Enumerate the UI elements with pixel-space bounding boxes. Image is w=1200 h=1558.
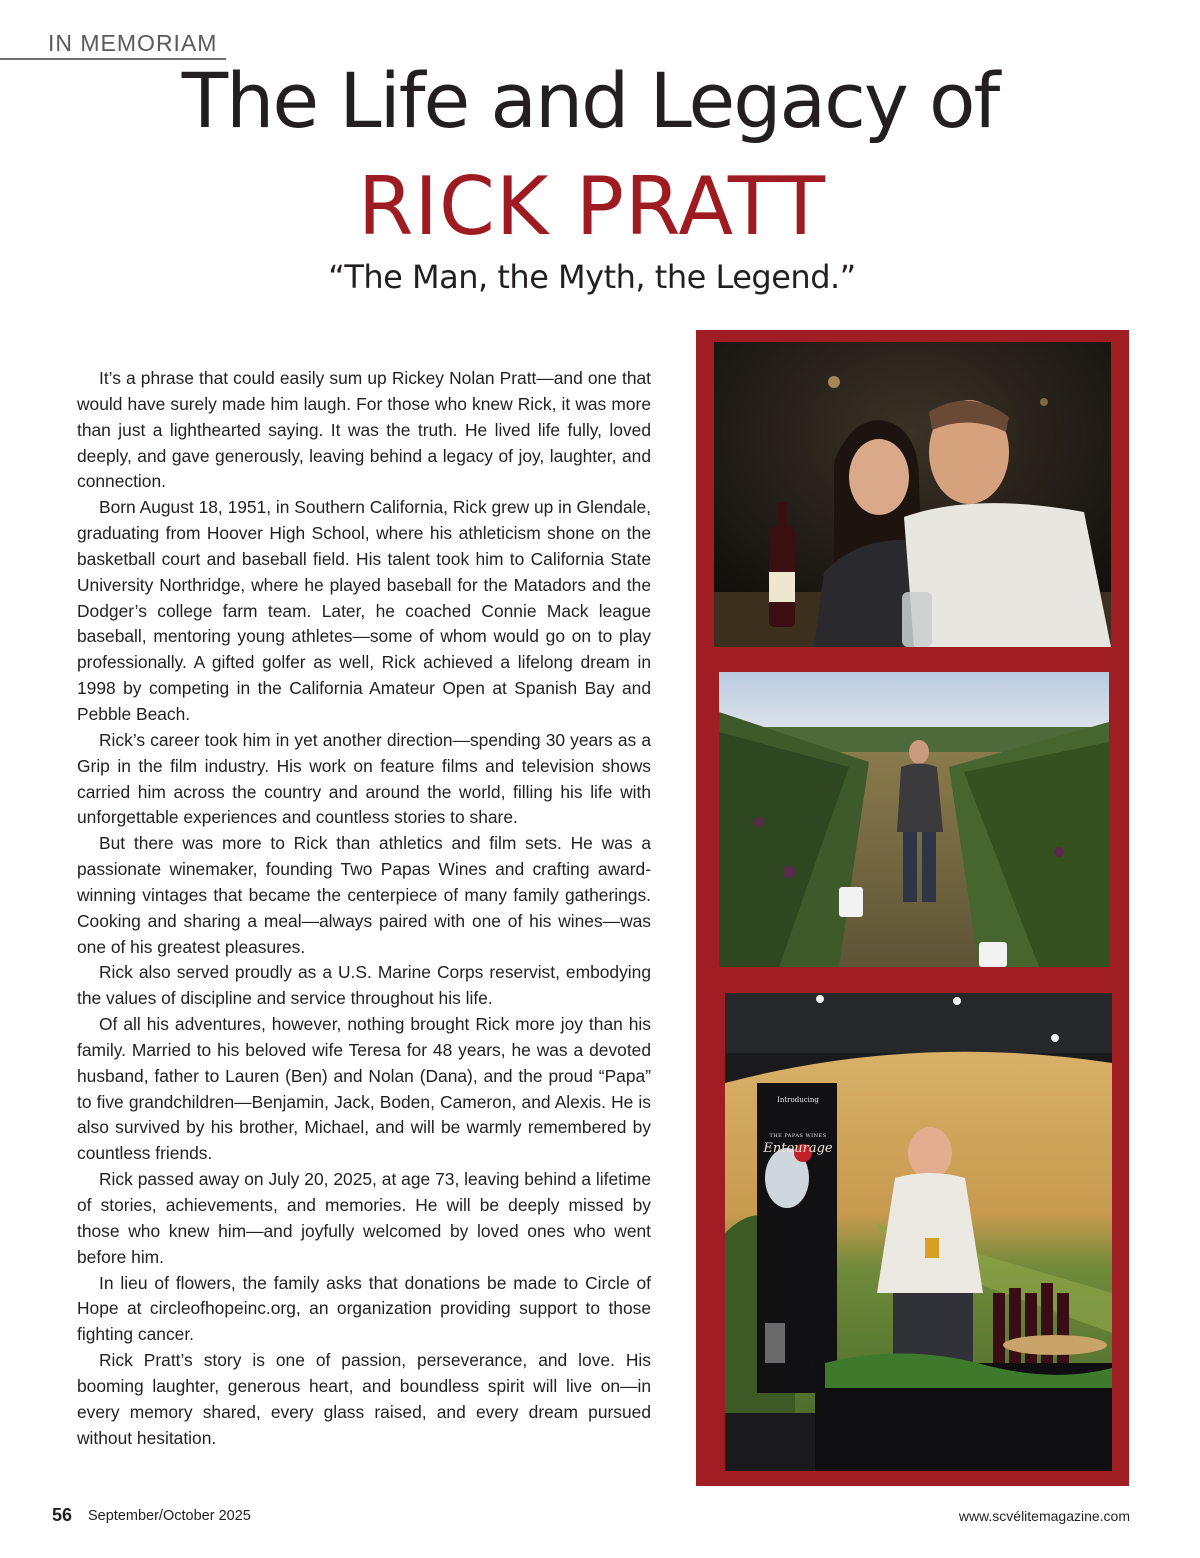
page-title: The Life and Legacy of	[181, 56, 999, 145]
photo-wine-booth	[725, 993, 1112, 1471]
page-number: 56	[52, 1505, 73, 1525]
photo-vineyard-image	[719, 672, 1109, 967]
page-subtitle: “The Man, the Myth, the Legend.”	[328, 258, 856, 296]
article-paragraph: In lieu of flowers, the family asks that donations be made to Circle of Hope at circleofhopeinc.org, an organization providing support to those fighting cancer.	[77, 1272, 651, 1345]
magazine-url: www.scvélitemagazine.com	[958, 1508, 1130, 1524]
article-paragraph: Rick also served proudly as a U.S. Marine Corps reservist, embodying the values of discipline and service throughout his life.	[77, 962, 651, 1009]
photo-couple-dinner	[714, 342, 1111, 647]
article-paragraph: Born August 18, 1951, in Southern California, Rick grew up in Glendale, graduating from Hoover High School, where his athleticism shone on the basketball court and baseball field. His talent took him to California State University Northridge, where he played baseball for the Matadors and the Dodger’s college farm team. Later, he coached Connie Mack league baseball, mentoring young athletes—some of whom would go on to play professionally. A gifted golfer as well, Rick achieved a lifelong dream in 1998 by competing in the California Amateur Open at Spanish Bay and Pebble Beach.	[77, 497, 651, 724]
article-paragraph: Rick Pratt’s story is one of passion, perseverance, and love. His booming laughter, generous heart, and boundless spirit will live on—in every memory shared, every glass raised, and every dream pursued without hesitation.	[77, 1350, 651, 1448]
article-paragraph: But there was more to Rick than athletics and film sets. He was a passionate winemaker, founding Two Papas Wines and crafting award-winning vintages that became the centerpiece of many family gatherings. Cooking and sharing a meal—always paired with one of his wines—was one of his greatest pleasures.	[77, 833, 651, 957]
photo-wine-booth-image	[725, 993, 1112, 1471]
issue-date: September/October 2025	[88, 1508, 251, 1524]
article-paragraph: Rick’s career took him in yet another direction—spending 30 years as a Grip in the film industry. His work on feature films and television shows carried him across the country and around the world, filling his life with unforgettable experiences and countless stories to share.	[77, 729, 651, 828]
booth-banner-brand: Entourage	[763, 1141, 833, 1156]
photo-frame	[696, 330, 1129, 1486]
photo-vineyard	[719, 672, 1109, 967]
article-paragraph: It’s a phrase that could easily sum up Rickey Nolan Pratt—and one that would have surely made him laugh. For those who knew Rick, it was more than just a lighthearted saying. It was the truth. He lived life fully, loved deeply, and gave generously, leaving behind a legacy of joy, laughter, and connection.	[77, 368, 651, 492]
booth-banner-brand-small: THE PAPAS WINES	[769, 1133, 827, 1139]
photo-couple-dinner-image	[714, 342, 1111, 647]
article-paragraph: Rick passed away on July 20, 2025, at age 73, leaving behind a lifetime of stories, achievements, and memories. He will be deeply missed by those who knew him—and joyfully welcomed by loved ones who went before him.	[77, 1169, 651, 1267]
article-paragraph: Of all his adventures, however, nothing brought Rick more joy than his family. Married to his beloved wife Teresa for 48 years, he was a devoted husband, father to Lauren (Ben) and Nolan (Dana), and the proud “Papa” to five grandchildren—Benjamin, Jack, Boden, Cameron, and Alexis. He is also survived by his brother, Michael, and will be warmly remembered by countless friends.	[77, 1014, 651, 1164]
section-label: IN MEMORIAM	[48, 30, 218, 56]
article-body	[77, 366, 651, 1451]
memorial-name: RICK PRATT	[357, 160, 827, 253]
booth-banner-intro: Introducing	[777, 1096, 819, 1104]
